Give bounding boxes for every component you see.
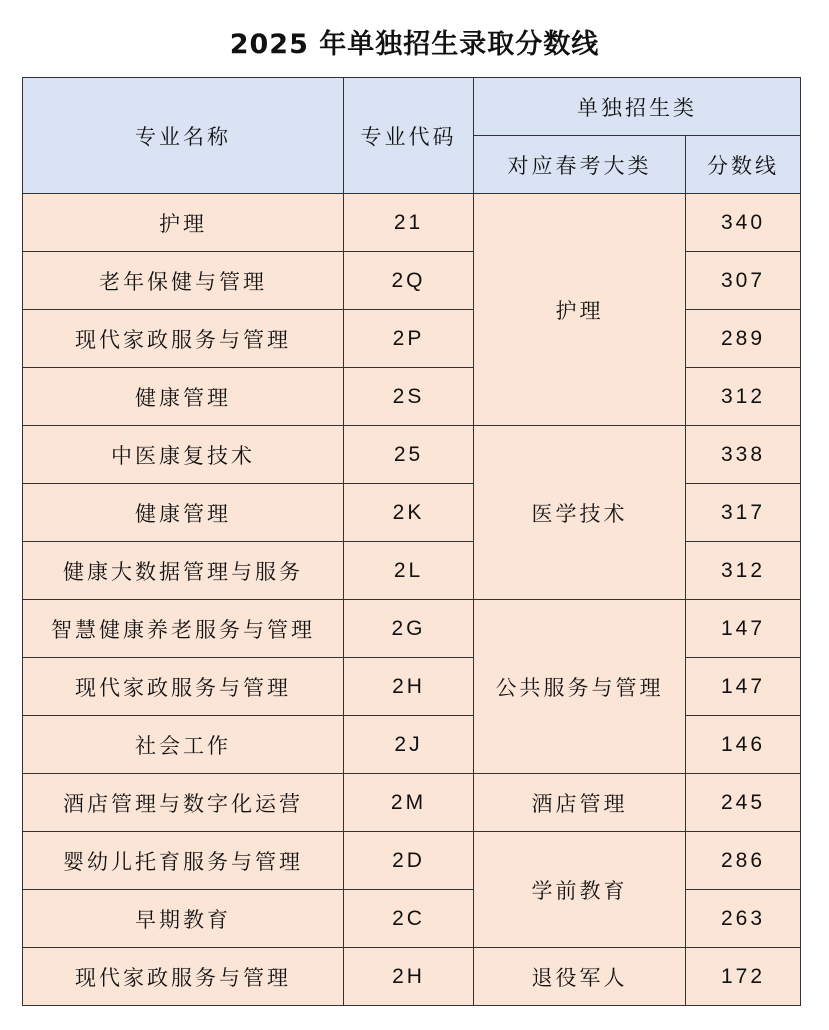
score-cell: 245 bbox=[686, 774, 801, 832]
table-row bbox=[23, 774, 801, 832]
score-cell: 340 bbox=[686, 194, 801, 252]
header-group: 单独招生类 bbox=[474, 78, 801, 136]
major-code-cell: 2H bbox=[344, 948, 474, 1006]
major-code-cell: 2H bbox=[344, 658, 474, 716]
table-row bbox=[23, 948, 801, 1006]
table-row bbox=[23, 600, 801, 658]
score-cell: 147 bbox=[686, 600, 801, 658]
score-cell: 147 bbox=[686, 658, 801, 716]
table-row bbox=[23, 426, 801, 484]
major-code-cell: 2Q bbox=[344, 252, 474, 310]
major-name-cell: 早期教育 bbox=[23, 890, 344, 948]
header-category: 对应春考大类 bbox=[474, 136, 686, 194]
major-code-cell: 25 bbox=[344, 426, 474, 484]
score-cell: 289 bbox=[686, 310, 801, 368]
major-name-cell: 酒店管理与数字化运营 bbox=[23, 774, 344, 832]
major-code-cell: 2G bbox=[344, 600, 474, 658]
score-cell: 263 bbox=[686, 890, 801, 948]
score-cell: 286 bbox=[686, 832, 801, 890]
major-code-cell: 21 bbox=[344, 194, 474, 252]
major-code-cell: 2K bbox=[344, 484, 474, 542]
category-cell: 医学技术 bbox=[474, 426, 686, 600]
score-cell: 146 bbox=[686, 716, 801, 774]
header-major-name: 专业名称 bbox=[23, 78, 344, 194]
score-cell: 312 bbox=[686, 542, 801, 600]
page-title: 2025 年单独招生录取分数线 bbox=[229, 29, 600, 60]
header-major-code: 专业代码 bbox=[344, 78, 474, 194]
major-name-cell: 现代家政服务与管理 bbox=[23, 658, 344, 716]
score-cell: 307 bbox=[686, 252, 801, 310]
major-name-cell: 老年保健与管理 bbox=[23, 252, 344, 310]
major-name-cell: 婴幼儿托育服务与管理 bbox=[23, 832, 344, 890]
category-cell: 学前教育 bbox=[474, 832, 686, 948]
major-name-cell: 现代家政服务与管理 bbox=[23, 948, 344, 1006]
score-cell: 317 bbox=[686, 484, 801, 542]
major-name-cell: 现代家政服务与管理 bbox=[23, 310, 344, 368]
header-score: 分数线 bbox=[686, 136, 801, 194]
score-cell: 338 bbox=[686, 426, 801, 484]
table-row bbox=[23, 832, 801, 890]
score-cell: 312 bbox=[686, 368, 801, 426]
major-code-cell: 2M bbox=[344, 774, 474, 832]
category-cell: 公共服务与管理 bbox=[474, 600, 686, 774]
major-code-cell: 2J bbox=[344, 716, 474, 774]
header-row bbox=[23, 78, 801, 136]
score-table bbox=[22, 77, 801, 1006]
major-code-cell: 2D bbox=[344, 832, 474, 890]
major-code-cell: 2S bbox=[344, 368, 474, 426]
major-name-cell: 智慧健康养老服务与管理 bbox=[23, 600, 344, 658]
category-cell: 退役军人 bbox=[474, 948, 686, 1006]
major-name-cell: 健康管理 bbox=[23, 484, 344, 542]
major-name-cell: 健康管理 bbox=[23, 368, 344, 426]
major-name-cell: 中医康复技术 bbox=[23, 426, 344, 484]
major-name-cell: 护理 bbox=[23, 194, 344, 252]
major-name-cell: 社会工作 bbox=[23, 716, 344, 774]
category-cell: 酒店管理 bbox=[474, 774, 686, 832]
major-code-cell: 2C bbox=[344, 890, 474, 948]
score-cell: 172 bbox=[686, 948, 801, 1006]
category-cell: 护理 bbox=[474, 194, 686, 426]
major-code-cell: 2L bbox=[344, 542, 474, 600]
table-row bbox=[23, 194, 801, 252]
major-code-cell: 2P bbox=[344, 310, 474, 368]
major-name-cell: 健康大数据管理与服务 bbox=[23, 542, 344, 600]
